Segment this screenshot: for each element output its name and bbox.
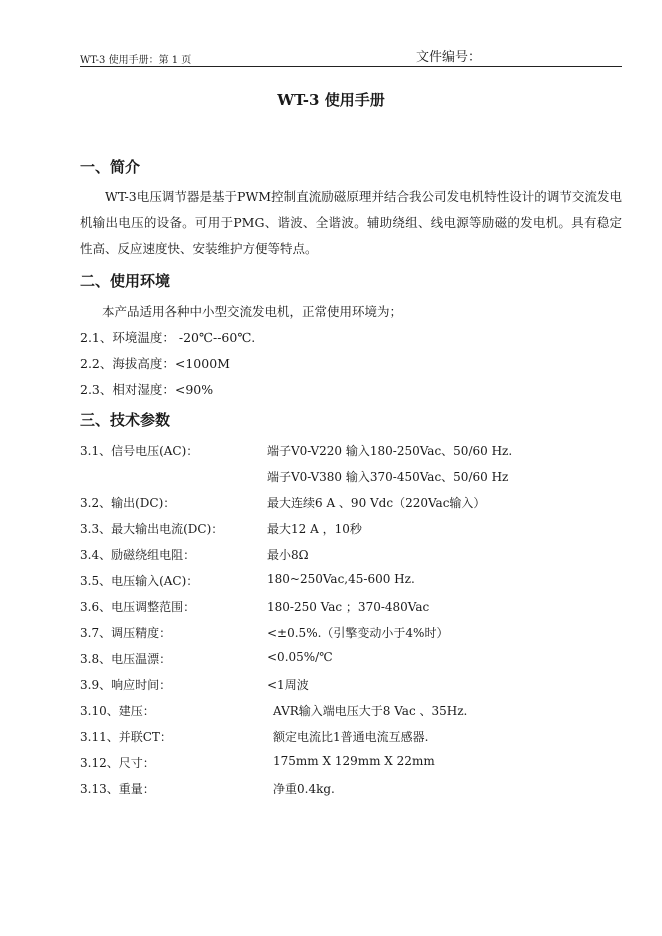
spec-row	[80, 598, 622, 618]
spec-row	[80, 676, 622, 696]
section-heading-intro: 一、简介	[80, 158, 141, 176]
header-divider	[80, 66, 622, 67]
page-header	[80, 46, 622, 68]
spec-value: 端子V0-V380 输入370-450Vac、50/60 Hz	[267, 470, 509, 484]
spec-row	[80, 494, 622, 514]
spec-row	[80, 780, 622, 800]
spec-row	[80, 546, 622, 566]
header-page-label: WT-3 使用手册：第 1 页	[80, 55, 192, 66]
spec-key: 3.7、调压精度：	[80, 626, 172, 640]
spec-value: 最小8Ω	[267, 548, 309, 562]
spec-row	[80, 728, 622, 748]
spec-value: 最大连续6 A 、90 Vdc（220Vac输入）	[267, 496, 486, 510]
section-heading-environment: 二、使用环境	[80, 272, 171, 290]
spec-value: 180-250 Vac ；370-480Vac	[267, 600, 430, 614]
spec-key: 3.11、并联CT：	[80, 730, 172, 744]
spec-row	[80, 572, 622, 592]
spec-row	[80, 624, 622, 644]
spec-key: 3.12、尺寸：	[80, 756, 155, 770]
spec-value: 175mm X 129mm X 22mm	[273, 754, 435, 768]
spec-key: 3.3、最大输出电流(DC)：	[80, 522, 224, 536]
spec-key: 3.1、信号电压(AC)：	[80, 444, 199, 458]
spec-value: AVR输入端电压大于8 Vac 、35Hz.	[273, 704, 468, 718]
document-title: WT-3 使用手册	[277, 91, 385, 109]
spec-value: 净重0.4kg.	[273, 782, 335, 796]
spec-row	[80, 468, 622, 488]
spec-key: 3.13、重量：	[80, 782, 155, 796]
section-heading-specs: 三、技术参数	[80, 411, 171, 429]
spec-key: 3.2、输出(DC)：	[80, 496, 176, 510]
header-file-number-label: 文件编号：	[416, 50, 482, 65]
spec-row	[80, 754, 622, 774]
spec-row	[80, 520, 622, 540]
spec-key: 3.9、响应时间：	[80, 678, 172, 692]
spec-row	[80, 702, 622, 722]
spec-value: <±0.5%.（引擎变动小于4%时）	[267, 626, 449, 640]
spec-key: 3.4、励磁绕组电阻：	[80, 548, 196, 562]
spec-key: 3.10、建压：	[80, 704, 155, 718]
spec-value: 最大12 A ，10秒	[267, 522, 362, 536]
spec-value: <1周波	[267, 678, 309, 692]
spec-key: 3.6、电压调整范围：	[80, 600, 196, 614]
spec-value: <0.05%/℃	[267, 650, 333, 664]
spec-value: 额定电流比1普通电流互感器.	[273, 730, 429, 744]
intro-paragraph: WT-3电压调节器是基于PWM控制直流励磁原理并结合我公司发电机特性设计的调节交流发电机输出电压的设备。可用于PMG、谐波、全谐波。辅助绕组、线电源等励磁的发电机。具有稳定性高、反应速度快、安装维护方便等特点。	[80, 189, 622, 256]
environment-item-altitude: 2.2、海拔高度：<1000M	[80, 356, 230, 371]
spec-row	[80, 650, 622, 670]
environment-lead: 本产品适用各种中小型交流发电机，正常使用环境为；	[102, 304, 403, 319]
spec-value: 端子V0-V220 输入180-250Vac、50/60 Hz.	[267, 444, 513, 458]
spec-value: 180~250Vac,45-600 Hz.	[267, 572, 415, 586]
spec-row	[80, 442, 622, 462]
environment-item-humidity: 2.3、相对湿度：<90%	[80, 382, 214, 397]
environment-item-temperature: 2.1、环境温度： -20℃--60℃.	[80, 330, 256, 345]
spec-key: 3.5、电压输入(AC)：	[80, 574, 199, 588]
spec-key: 3.8、电压温漂：	[80, 652, 172, 666]
